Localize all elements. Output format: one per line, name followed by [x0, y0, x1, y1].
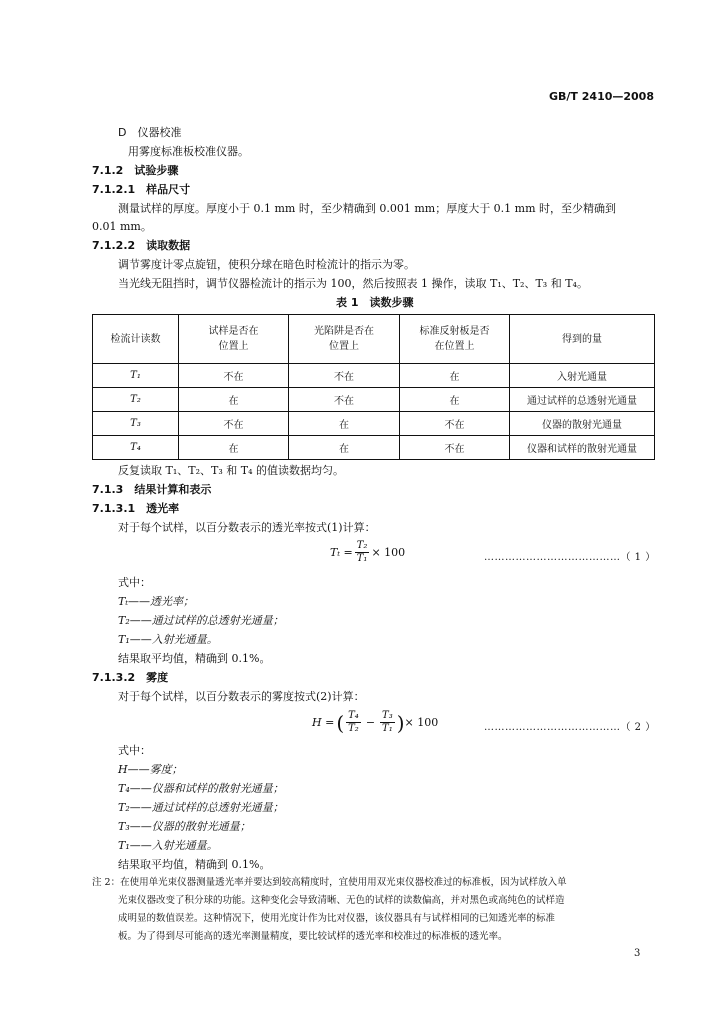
formula-2 [312, 710, 438, 735]
definition-item: T₁——入射光通量。 [118, 633, 218, 646]
table-cell: 不在 [400, 412, 510, 436]
definition-item: Tₜ——透光率； [118, 595, 195, 608]
table-row [93, 364, 655, 388]
table-cell: 在 [400, 364, 510, 388]
table-cell: 通过试样的总透射光通量 [510, 388, 655, 412]
definition-item: T₂——通过试样的总透射光通量； [118, 801, 284, 814]
para-7-1-2-1-line1: 测量试样的厚度。厚度小于 0.1 mm 时，至少精确到 0.001 mm；厚度大于 0.1 mm 时，至少精确到 [118, 202, 617, 215]
note-2-line3: 成明显的数值误差。这种情况下，使用光度计作为比对仪器，该仪器具有与试样相同的已知透光率的标准 [118, 913, 556, 924]
where-label-2: 式中： [118, 744, 151, 757]
table-row [93, 412, 655, 436]
formula-1-fraction: $\frac{\text{T₂}}{\text{T₁}}$ [356, 540, 368, 564]
table-cell: 不在 [179, 412, 289, 436]
para-7-1-2-2-line2: 当光线无阻挡时，调节仪器检流计的指示为 100，然后按照表 1 操作，读取 T₁、T₂、T₃ 和 T₄。 [118, 277, 588, 290]
equation-number-2: …………………………………（ 2 ） [484, 722, 656, 733]
table-cell: 仪器的散射光通量 [510, 412, 655, 436]
formula-2-fraction-1: $\frac{\text{T₄}}{\text{T₂}}$ [348, 710, 359, 734]
table-cell: 在 [179, 388, 289, 412]
section-d-title: D 仪器校准 [118, 126, 182, 139]
page-number: 3 [634, 948, 641, 959]
formula-1 [330, 540, 405, 565]
table-cell: 在 [400, 388, 510, 412]
table-cell: 不在 [400, 436, 510, 460]
equation-number-1: …………………………………（ 1 ） [484, 552, 656, 563]
header-light-trap: 光陷阱是否在 位置上 [289, 315, 400, 364]
para-7-1-2-1-line2: 0.01 mm。 [92, 220, 152, 233]
after-table-text: 反复读取 T₁、T₂、T₃ 和 T₄ 的值读数据均匀。 [118, 464, 344, 477]
heading-7-1-3-1: 7.1.3.1 透光率 [92, 502, 180, 515]
formula-2-tail: × 100 [404, 716, 439, 729]
table-header-row [93, 315, 655, 364]
heading-7-1-2-2: 7.1.2.2 读取数据 [92, 239, 191, 252]
table-cell: 不在 [289, 388, 400, 412]
table-cell: T₂ [93, 388, 179, 412]
definition-item: T₂——通过试样的总透射光通量； [118, 614, 284, 627]
table-row [93, 436, 655, 460]
formula-1-tail: × 100 [371, 546, 406, 559]
header-quantity: 得到的量 [510, 315, 655, 364]
left-paren: ( [336, 710, 345, 735]
header-galvanometer: 检流计读数 [93, 315, 179, 364]
note-2-line2: 光束仪器改变了积分球的功能。这种变化会导致清晰、无色的试样的读数偏高，并对黑色或高纯色的试样造 [118, 895, 565, 906]
where-label-1: 式中： [118, 576, 151, 589]
formula-2-fraction-2: $\frac{\text{T₃}}{\text{T₁}}$ [382, 710, 393, 734]
definition-item: T₄——仪器和试样的散射光通量； [118, 782, 284, 795]
note-2-line1: 注 2：在使用单光束仪器测量透光率并要达到较高精度时，宜使用用双光束仪器校准过的标准板，因为试样放入单 [92, 877, 567, 888]
header-reflector: 标准反射板是否 在位置上 [400, 315, 510, 364]
right-paren: ) [396, 710, 405, 735]
header-sample: 试样是否在 位置上 [179, 315, 289, 364]
definition-item: T₃——仪器的散射光通量； [118, 820, 251, 833]
result-note-1: 结果取平均值，精确到 0.1%。 [118, 652, 271, 665]
formula-1-lhs: Tₜ = [330, 546, 353, 559]
definition-item: H——雾度； [118, 763, 183, 776]
reading-steps-table [92, 314, 655, 460]
table-cell: 入射光通量 [510, 364, 655, 388]
para-7-1-2-2-line1: 调节雾度计零点旋钮，使积分球在暗色时检流计的指示为零。 [118, 258, 415, 271]
table-cell: T₁ [93, 364, 179, 388]
table-cell: 在 [289, 436, 400, 460]
formula-2-minus: − [365, 716, 376, 729]
heading-7-1-3-2: 7.1.3.2 雾度 [92, 671, 169, 684]
table-caption: 表 1 读数步骤 [336, 296, 414, 309]
table-cell: T₄ [93, 436, 179, 460]
table-cell: 在 [289, 412, 400, 436]
result-note-2: 结果取平均值，精确到 0.1%。 [118, 858, 271, 871]
document-id: GB/T 2410—2008 [549, 90, 654, 103]
table-cell: T₃ [93, 412, 179, 436]
heading-7-1-2-1: 7.1.2.1 样品尺寸 [92, 183, 191, 196]
formula-2-lhs: H = [312, 716, 335, 729]
definition-item: T₁——入射光通量。 [118, 839, 218, 852]
heading-7-1-2: 7.1.2 试验步骤 [92, 164, 179, 177]
para-7-1-3-2: 对于每个试样，以百分数表示的雾度按式(2)计算： [118, 690, 365, 703]
heading-7-1-3: 7.1.3 结果计算和表示 [92, 483, 212, 496]
table-cell: 不在 [289, 364, 400, 388]
table-row [93, 388, 655, 412]
table-cell: 仪器和试样的散射光通量 [510, 436, 655, 460]
table-cell: 不在 [179, 364, 289, 388]
note-2-line4: 板。为了得到尽可能高的透光率测量精度，要比较试样的透光率和校准过的标准板的透光率。 [118, 931, 508, 942]
para-7-1-3-1: 对于每个试样，以百分数表示的透光率按式(1)计算： [118, 521, 376, 534]
section-d-text: 用雾度标准板校准仪器。 [128, 145, 249, 158]
table-cell: 在 [179, 436, 289, 460]
